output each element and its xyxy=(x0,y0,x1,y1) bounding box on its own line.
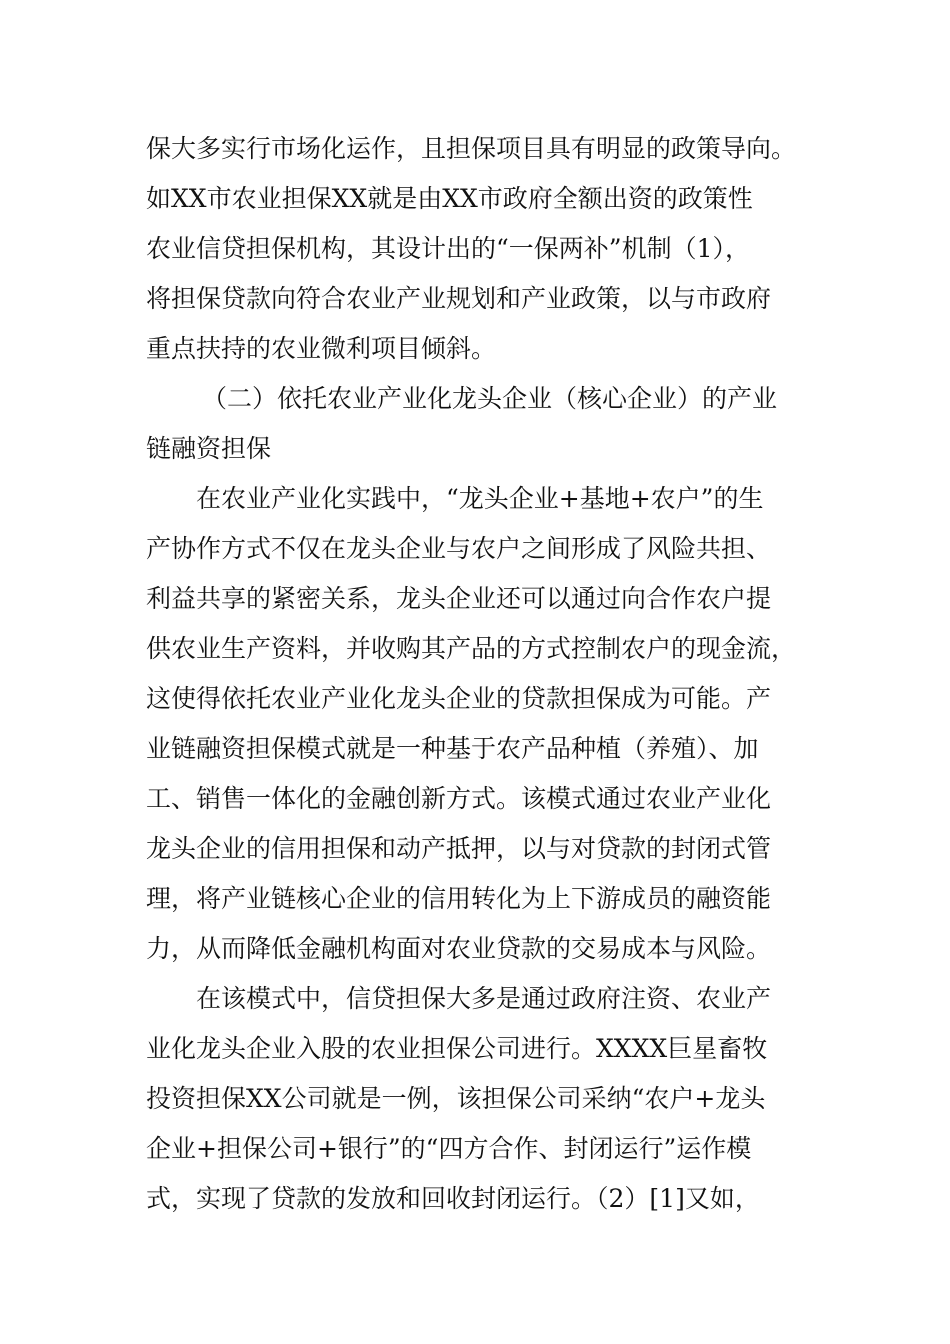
paragraph xyxy=(146,474,806,974)
text-line: 产协作方式不仅在龙头企业与农户之间形成了风险共担、 xyxy=(146,534,772,563)
text-line: 企业+担保公司+银行”的“四方合作、封闭运行”运作模 xyxy=(146,1134,752,1163)
section-heading xyxy=(146,374,806,474)
body-text xyxy=(146,124,806,1224)
text-line: 投资担保XX公司就是一例，该担保公司采纳“农户+龙头 xyxy=(146,1084,766,1113)
heading-line: 链融资担保 xyxy=(146,434,272,463)
text-line: 保大多实行市场化运作，且担保项目具有明显的政策导向。 xyxy=(146,134,797,163)
text-line: 在该模式中，信贷担保大多是通过政府注资、农业产 xyxy=(196,984,772,1013)
text-line: 工、销售一体化的金融创新方式。该模式通过农业产业化 xyxy=(146,784,772,813)
text-line: 利益共享的紧密关系，龙头企业还可以通过向合作农户提 xyxy=(146,584,772,613)
text-line: 在农业产业化实践中，“龙头企业+基地+农户”的生 xyxy=(196,484,764,513)
paragraph xyxy=(146,974,806,1224)
text-line: 重点扶持的农业微利项目倾斜。 xyxy=(146,334,497,363)
text-line: 业链融资担保模式就是一种基于农产品种植（养殖）、加 xyxy=(146,734,759,763)
heading-line: （二）依托农业产业化龙头企业（核心企业）的产业 xyxy=(202,384,778,413)
text-line: 如XX市农业担保XX就是由XX市政府全额出资的政策性 xyxy=(146,184,753,213)
text-line: 业化龙头企业入股的农业担保公司进行。XXXX巨星畜牧 xyxy=(146,1034,768,1063)
paragraph xyxy=(146,124,806,374)
text-line: 供农业生产资料，并收购其产品的方式控制农户的现金流， xyxy=(146,634,797,663)
text-line: 力，从而降低金融机构面对农业贷款的交易成本与风险。 xyxy=(146,934,772,963)
text-line: 龙头企业的信用担保和动产抵押，以与对贷款的封闭式管 xyxy=(146,834,772,863)
text-line: 式，实现了贷款的发放和回收封闭运行。（2）[1]又如， xyxy=(146,1184,760,1213)
text-line: 农业信贷担保机构，其设计出的“一保两补”机制（1）， xyxy=(146,234,750,263)
text-line: 这使得依托农业产业化龙头企业的贷款担保成为可能。产 xyxy=(146,684,772,713)
text-line: 理，将产业链核心企业的信用转化为上下游成员的融资能 xyxy=(146,884,772,913)
text-line: 将担保贷款向符合农业产业规划和产业政策，以与市政府 xyxy=(146,284,772,313)
